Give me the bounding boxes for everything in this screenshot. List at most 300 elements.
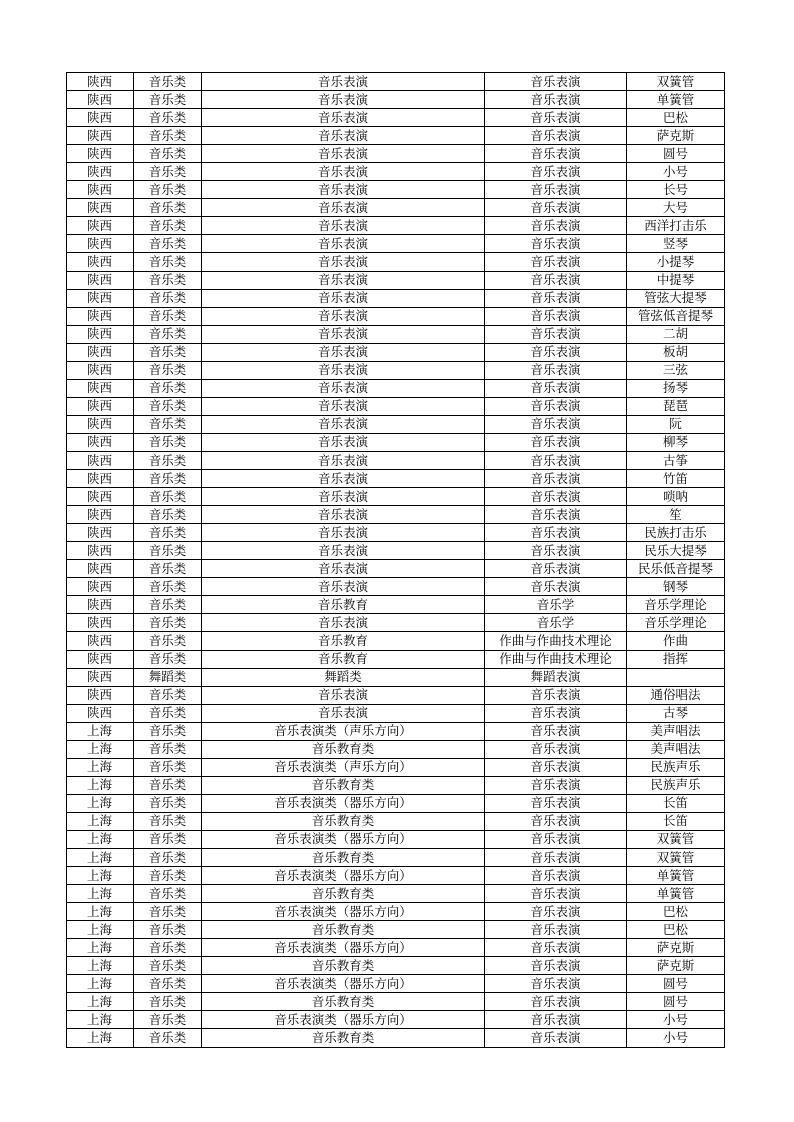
cell-category: 音乐类: [134, 470, 202, 488]
cell-major: 音乐表演: [485, 758, 627, 776]
cell-direction: [627, 668, 725, 686]
cell-province: 陕西: [67, 415, 134, 433]
cell-direction: 管弦低音提琴: [627, 307, 725, 325]
cell-category: 音乐类: [134, 740, 202, 758]
cell-exam-type: 音乐表演: [202, 199, 485, 217]
cell-direction: 笙: [627, 506, 725, 524]
cell-category: 音乐类: [134, 433, 202, 451]
cell-direction: 圆号: [627, 145, 725, 163]
table-row: [67, 975, 725, 993]
cell-exam-type: 音乐表演: [202, 506, 485, 524]
table-row: [67, 361, 725, 379]
cell-province: 上海: [67, 903, 134, 921]
cell-exam-type: 音乐表演: [202, 451, 485, 469]
cell-category: 音乐类: [134, 722, 202, 740]
cell-exam-type: 音乐表演: [202, 433, 485, 451]
cell-category: 音乐类: [134, 181, 202, 199]
table-row: [67, 451, 725, 469]
cell-exam-type: 音乐表演类（器乐方向）: [202, 794, 485, 812]
table-row: [67, 686, 725, 704]
table-row: [67, 596, 725, 614]
cell-exam-type: 音乐表演: [202, 271, 485, 289]
cell-major: 音乐表演: [485, 939, 627, 957]
cell-province: 陕西: [67, 181, 134, 199]
cell-province: 陕西: [67, 632, 134, 650]
cell-direction: 指挥: [627, 650, 725, 668]
cell-exam-type: 音乐教育类: [202, 1029, 485, 1047]
cell-category: 音乐类: [134, 596, 202, 614]
table-row: [67, 73, 725, 91]
cell-direction: 阮: [627, 415, 725, 433]
table-row: [67, 163, 725, 181]
cell-major: 音乐表演: [485, 271, 627, 289]
cell-exam-type: 音乐表演: [202, 343, 485, 361]
cell-category: 音乐类: [134, 650, 202, 668]
table-row: [67, 632, 725, 650]
table-row: [67, 109, 725, 127]
cell-exam-type: 音乐表演: [202, 614, 485, 632]
cell-direction: 古筝: [627, 451, 725, 469]
cell-province: 上海: [67, 722, 134, 740]
table-row: [67, 1029, 725, 1047]
cell-direction: 巴松: [627, 109, 725, 127]
cell-exam-type: 音乐表演: [202, 235, 485, 253]
cell-direction: 双簧管: [627, 830, 725, 848]
table-row: [67, 524, 725, 542]
table-row: [67, 506, 725, 524]
cell-category: 音乐类: [134, 73, 202, 91]
cell-category: 音乐类: [134, 921, 202, 939]
cell-direction: 长号: [627, 181, 725, 199]
cell-province: 陕西: [67, 506, 134, 524]
cell-category: 音乐类: [134, 163, 202, 181]
cell-direction: 音乐学理论: [627, 614, 725, 632]
cell-province: 上海: [67, 867, 134, 885]
cell-major: 音乐表演: [485, 542, 627, 560]
cell-exam-type: 音乐教育类: [202, 885, 485, 903]
cell-category: 音乐类: [134, 542, 202, 560]
cell-major: 音乐表演: [485, 470, 627, 488]
cell-category: 音乐类: [134, 524, 202, 542]
cell-province: 陕西: [67, 127, 134, 145]
cell-exam-type: 音乐表演: [202, 488, 485, 506]
cell-exam-type: 音乐教育类: [202, 740, 485, 758]
table-row: [67, 849, 725, 867]
cell-exam-type: 音乐表演: [202, 379, 485, 397]
cell-category: 音乐类: [134, 1011, 202, 1029]
table-row: [67, 957, 725, 975]
cell-exam-type: 音乐教育: [202, 596, 485, 614]
cell-category: 音乐类: [134, 830, 202, 848]
cell-major: 音乐表演: [485, 343, 627, 361]
cell-exam-type: 音乐表演: [202, 307, 485, 325]
table-row: [67, 885, 725, 903]
cell-exam-type: 音乐表演: [202, 524, 485, 542]
table-row: [67, 614, 725, 632]
cell-province: 陕西: [67, 596, 134, 614]
table-row: [67, 433, 725, 451]
cell-category: 音乐类: [134, 578, 202, 596]
cell-category: 音乐类: [134, 379, 202, 397]
cell-province: 陕西: [67, 325, 134, 343]
table-row: [67, 289, 725, 307]
cell-major: 音乐表演: [485, 433, 627, 451]
cell-province: 陕西: [67, 235, 134, 253]
cell-major: 音乐表演: [485, 560, 627, 578]
cell-category: 音乐类: [134, 975, 202, 993]
table-row: [67, 145, 725, 163]
cell-direction: 民乐低音提琴: [627, 560, 725, 578]
cell-major: 音乐表演: [485, 1011, 627, 1029]
cell-exam-type: 音乐表演类（器乐方向）: [202, 975, 485, 993]
cell-major: 作曲与作曲技术理论: [485, 650, 627, 668]
table-row: [67, 181, 725, 199]
cell-category: 音乐类: [134, 867, 202, 885]
cell-province: 陕西: [67, 289, 134, 307]
table-row: [67, 560, 725, 578]
cell-major: 音乐表演: [485, 921, 627, 939]
cell-province: 陕西: [67, 668, 134, 686]
cell-exam-type: 音乐教育类: [202, 957, 485, 975]
cell-major: 音乐表演: [485, 993, 627, 1011]
cell-major: 音乐表演: [485, 488, 627, 506]
cell-direction: 单簧管: [627, 867, 725, 885]
cell-major: 音乐表演: [485, 307, 627, 325]
cell-province: 上海: [67, 776, 134, 794]
cell-major: 音乐表演: [485, 867, 627, 885]
cell-province: 上海: [67, 740, 134, 758]
cell-exam-type: 音乐教育类: [202, 921, 485, 939]
cell-province: 陕西: [67, 433, 134, 451]
cell-major: 音乐表演: [485, 145, 627, 163]
table-row: [67, 325, 725, 343]
cell-major: 音乐表演: [485, 704, 627, 722]
table-row: [67, 758, 725, 776]
cell-direction: 琵琶: [627, 397, 725, 415]
cell-exam-type: 音乐表演: [202, 73, 485, 91]
cell-major: 音乐表演: [485, 812, 627, 830]
cell-direction: 萨克斯: [627, 127, 725, 145]
cell-exam-type: 音乐表演: [202, 325, 485, 343]
cell-category: 音乐类: [134, 307, 202, 325]
cell-category: 音乐类: [134, 343, 202, 361]
cell-category: 音乐类: [134, 939, 202, 957]
cell-major: 音乐表演: [485, 740, 627, 758]
cell-major: 音乐表演: [485, 109, 627, 127]
cell-exam-type: 音乐表演: [202, 542, 485, 560]
table-row: [67, 740, 725, 758]
cell-province: 上海: [67, 885, 134, 903]
cell-category: 音乐类: [134, 325, 202, 343]
cell-direction: 单簧管: [627, 91, 725, 109]
cell-major: 音乐表演: [485, 253, 627, 271]
cell-category: 音乐类: [134, 127, 202, 145]
table-row: [67, 470, 725, 488]
cell-major: 音乐表演: [485, 235, 627, 253]
cell-category: 音乐类: [134, 253, 202, 271]
cell-exam-type: 音乐表演: [202, 127, 485, 145]
cell-direction: 双簧管: [627, 73, 725, 91]
cell-major: 音乐表演: [485, 849, 627, 867]
cell-exam-type: 音乐表演类（声乐方向）: [202, 758, 485, 776]
cell-province: 上海: [67, 1029, 134, 1047]
cell-major: 音乐表演: [485, 199, 627, 217]
table-row: [67, 993, 725, 1011]
cell-direction: 管弦大提琴: [627, 289, 725, 307]
cell-category: 音乐类: [134, 776, 202, 794]
cell-direction: 民乐大提琴: [627, 542, 725, 560]
cell-exam-type: 音乐表演: [202, 361, 485, 379]
table-row: [67, 1011, 725, 1029]
table-row: [67, 235, 725, 253]
table-row: [67, 812, 725, 830]
cell-direction: 长笛: [627, 812, 725, 830]
cell-province: 陕西: [67, 704, 134, 722]
cell-direction: 圆号: [627, 975, 725, 993]
cell-major: 音乐表演: [485, 217, 627, 235]
cell-category: 音乐类: [134, 686, 202, 704]
cell-direction: 单簧管: [627, 885, 725, 903]
cell-province: 上海: [67, 830, 134, 848]
table-row: [67, 397, 725, 415]
cell-major: 音乐表演: [485, 91, 627, 109]
cell-category: 音乐类: [134, 614, 202, 632]
cell-category: 音乐类: [134, 885, 202, 903]
cell-exam-type: 音乐表演: [202, 560, 485, 578]
cell-exam-type: 舞蹈类: [202, 668, 485, 686]
cell-province: 陕西: [67, 379, 134, 397]
cell-major: 音乐表演: [485, 127, 627, 145]
cell-province: 陕西: [67, 542, 134, 560]
table-row: [67, 488, 725, 506]
cell-direction: 美声唱法: [627, 740, 725, 758]
cell-direction: 巴松: [627, 921, 725, 939]
cell-category: 音乐类: [134, 506, 202, 524]
cell-province: 陕西: [67, 614, 134, 632]
data-table: [66, 72, 725, 1048]
cell-exam-type: 音乐表演: [202, 91, 485, 109]
cell-major: 音乐学: [485, 614, 627, 632]
cell-major: 音乐表演: [485, 289, 627, 307]
cell-exam-type: 音乐教育类: [202, 776, 485, 794]
cell-province: 陕西: [67, 361, 134, 379]
table-row: [67, 199, 725, 217]
cell-direction: 民族声乐: [627, 758, 725, 776]
table-row: [67, 722, 725, 740]
cell-direction: 小提琴: [627, 253, 725, 271]
cell-major: 音乐表演: [485, 885, 627, 903]
cell-category: 音乐类: [134, 109, 202, 127]
cell-major: 音乐表演: [485, 794, 627, 812]
cell-category: 音乐类: [134, 560, 202, 578]
cell-province: 上海: [67, 758, 134, 776]
cell-province: 上海: [67, 1011, 134, 1029]
cell-direction: 钢琴: [627, 578, 725, 596]
cell-direction: 大号: [627, 199, 725, 217]
cell-major: 音乐表演: [485, 1029, 627, 1047]
table-row: [67, 903, 725, 921]
cell-direction: 柳琴: [627, 433, 725, 451]
cell-exam-type: 音乐教育: [202, 650, 485, 668]
cell-major: 音乐表演: [485, 903, 627, 921]
cell-major: 音乐表演: [485, 830, 627, 848]
cell-province: 陕西: [67, 451, 134, 469]
cell-direction: 古琴: [627, 704, 725, 722]
cell-province: 陕西: [67, 217, 134, 235]
cell-exam-type: 音乐表演类（器乐方向）: [202, 1011, 485, 1029]
cell-major: 音乐表演: [485, 776, 627, 794]
cell-direction: 竖琴: [627, 235, 725, 253]
cell-exam-type: 音乐表演类（器乐方向）: [202, 867, 485, 885]
cell-major: 音乐表演: [485, 73, 627, 91]
cell-exam-type: 音乐表演: [202, 289, 485, 307]
cell-direction: 巴松: [627, 903, 725, 921]
cell-province: 陕西: [67, 470, 134, 488]
cell-exam-type: 音乐教育类: [202, 849, 485, 867]
table-row: [67, 542, 725, 560]
cell-direction: 西洋打击乐: [627, 217, 725, 235]
cell-major: 音乐表演: [485, 686, 627, 704]
cell-exam-type: 音乐表演: [202, 217, 485, 235]
cell-major: 音乐表演: [485, 975, 627, 993]
cell-direction: 圆号: [627, 993, 725, 1011]
cell-major: 音乐表演: [485, 415, 627, 433]
cell-province: 陕西: [67, 73, 134, 91]
cell-major: 音乐表演: [485, 524, 627, 542]
table-body: [67, 73, 725, 1048]
cell-exam-type: 音乐表演: [202, 470, 485, 488]
table-row: [67, 794, 725, 812]
cell-major: 音乐表演: [485, 578, 627, 596]
cell-province: 上海: [67, 993, 134, 1011]
cell-major: 音乐表演: [485, 722, 627, 740]
table-row: [67, 867, 725, 885]
cell-category: 音乐类: [134, 632, 202, 650]
cell-direction: 三弦: [627, 361, 725, 379]
cell-category: 音乐类: [134, 993, 202, 1011]
cell-province: 陕西: [67, 397, 134, 415]
cell-major: 音乐表演: [485, 325, 627, 343]
table-row: [67, 379, 725, 397]
table-row: [67, 253, 725, 271]
cell-exam-type: 音乐表演: [202, 578, 485, 596]
cell-category: 音乐类: [134, 957, 202, 975]
cell-category: 音乐类: [134, 271, 202, 289]
cell-province: 陕西: [67, 91, 134, 109]
table-row: [67, 939, 725, 957]
table-row: [67, 343, 725, 361]
cell-major: 音乐表演: [485, 506, 627, 524]
cell-exam-type: 音乐表演: [202, 109, 485, 127]
cell-province: 陕西: [67, 488, 134, 506]
cell-province: 陕西: [67, 163, 134, 181]
cell-direction: 二胡: [627, 325, 725, 343]
cell-province: 上海: [67, 812, 134, 830]
cell-province: 陕西: [67, 253, 134, 271]
cell-province: 上海: [67, 921, 134, 939]
cell-exam-type: 音乐表演: [202, 145, 485, 163]
cell-category: 音乐类: [134, 289, 202, 307]
cell-direction: 美声唱法: [627, 722, 725, 740]
table-row: [67, 91, 725, 109]
cell-direction: 萨克斯: [627, 939, 725, 957]
cell-direction: 民族打击乐: [627, 524, 725, 542]
cell-major: 音乐学: [485, 596, 627, 614]
cell-province: 陕西: [67, 578, 134, 596]
cell-exam-type: 音乐表演: [202, 253, 485, 271]
cell-province: 陕西: [67, 271, 134, 289]
cell-province: 陕西: [67, 343, 134, 361]
cell-major: 音乐表演: [485, 957, 627, 975]
cell-province: 上海: [67, 975, 134, 993]
cell-direction: 小号: [627, 1029, 725, 1047]
cell-category: 音乐类: [134, 361, 202, 379]
table-row: [67, 578, 725, 596]
cell-direction: 萨克斯: [627, 957, 725, 975]
cell-exam-type: 音乐表演: [202, 704, 485, 722]
cell-major: 音乐表演: [485, 451, 627, 469]
cell-province: 上海: [67, 849, 134, 867]
table-row: [67, 704, 725, 722]
cell-direction: 双簧管: [627, 849, 725, 867]
table-row: [67, 271, 725, 289]
cell-exam-type: 音乐表演: [202, 686, 485, 704]
table-row: [67, 650, 725, 668]
cell-major: 音乐表演: [485, 361, 627, 379]
cell-category: 音乐类: [134, 91, 202, 109]
cell-exam-type: 音乐表演类（声乐方向）: [202, 722, 485, 740]
cell-province: 陕西: [67, 650, 134, 668]
table-row: [67, 921, 725, 939]
cell-category: 音乐类: [134, 903, 202, 921]
cell-direction: 通俗唱法: [627, 686, 725, 704]
cell-exam-type: 音乐表演: [202, 181, 485, 199]
cell-province: 上海: [67, 957, 134, 975]
cell-exam-type: 音乐教育类: [202, 993, 485, 1011]
cell-direction: 扬琴: [627, 379, 725, 397]
cell-category: 音乐类: [134, 794, 202, 812]
cell-direction: 民族声乐: [627, 776, 725, 794]
cell-category: 音乐类: [134, 415, 202, 433]
cell-province: 上海: [67, 939, 134, 957]
table-row: [67, 127, 725, 145]
cell-category: 音乐类: [134, 451, 202, 469]
table-row: [67, 776, 725, 794]
cell-major: 音乐表演: [485, 397, 627, 415]
cell-exam-type: 音乐教育: [202, 632, 485, 650]
cell-exam-type: 音乐表演类（器乐方向）: [202, 939, 485, 957]
cell-province: 陕西: [67, 199, 134, 217]
cell-major: 音乐表演: [485, 379, 627, 397]
table-row: [67, 415, 725, 433]
cell-category: 音乐类: [134, 397, 202, 415]
cell-direction: 中提琴: [627, 271, 725, 289]
cell-category: 音乐类: [134, 488, 202, 506]
cell-province: 陕西: [67, 307, 134, 325]
cell-category: 音乐类: [134, 758, 202, 776]
cell-major: 作曲与作曲技术理论: [485, 632, 627, 650]
cell-exam-type: 音乐教育类: [202, 812, 485, 830]
cell-province: 陕西: [67, 524, 134, 542]
cell-category: 音乐类: [134, 235, 202, 253]
cell-category: 舞蹈类: [134, 668, 202, 686]
cell-province: 陕西: [67, 560, 134, 578]
cell-category: 音乐类: [134, 199, 202, 217]
cell-direction: 长笛: [627, 794, 725, 812]
cell-direction: 唢呐: [627, 488, 725, 506]
cell-major: 音乐表演: [485, 181, 627, 199]
table-row: [67, 830, 725, 848]
